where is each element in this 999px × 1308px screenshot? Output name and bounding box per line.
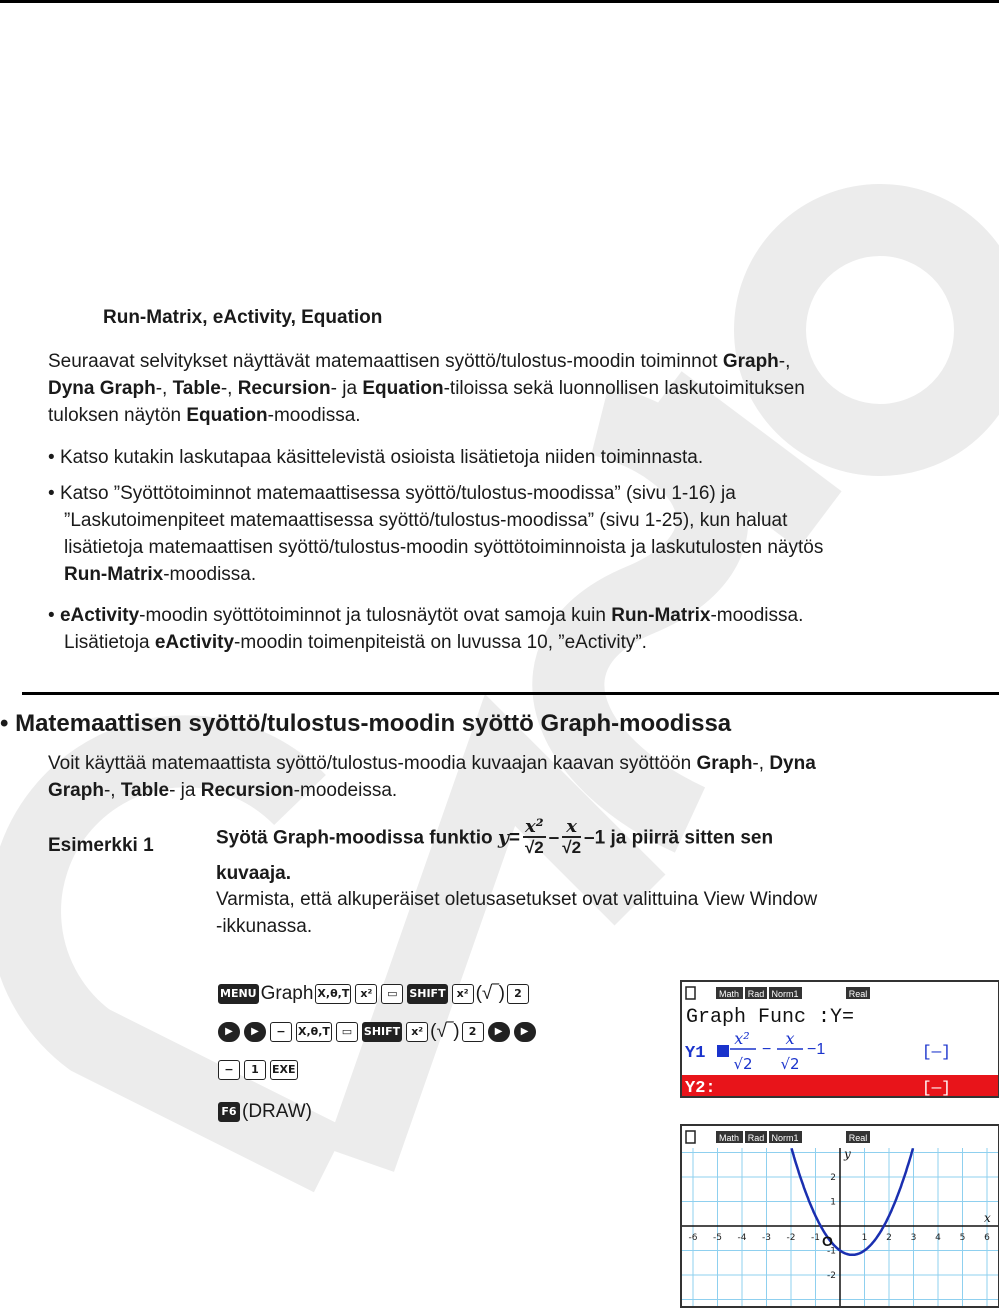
minus-key: − bbox=[270, 1022, 292, 1042]
bullet-3: • eActivity-moodin syöttötoiminnot ja tulosnäytöt ovat samoja kuin Run-Matrix-moodissa. Lisätietoja eActivity-moodin toimenpiteistä on luvussa 10, ”eActivity”. bbox=[48, 605, 804, 653]
f6-key: F6 bbox=[218, 1102, 240, 1122]
modes-heading: Run-Matrix, eActivity, Equation bbox=[103, 307, 383, 328]
x-tick-label: -3 bbox=[762, 1233, 771, 1243]
key-sequence-line-1: MENU Graph X,θ,T x² ▭ SHIFT x² (√‾) 2 bbox=[216, 982, 531, 1006]
example-title-cont: kuvaaja. bbox=[216, 863, 291, 884]
example-note: Varmista, että alkuperäiset oletusasetukset ovat valittuina View Window -ikkunassa. bbox=[216, 889, 818, 937]
right-arrow-key: ▶ bbox=[244, 1022, 266, 1042]
battery-icon bbox=[686, 987, 695, 999]
status-rad: Rad bbox=[747, 1133, 765, 1143]
svg-text:√2: √2 bbox=[733, 1055, 753, 1073]
svg-text:x²: x² bbox=[734, 1029, 750, 1048]
y1-style: [—] bbox=[922, 1043, 951, 1061]
x-squared-key: x² bbox=[406, 1022, 428, 1042]
y-tick-label: -1 bbox=[827, 1246, 836, 1257]
svg-text:−1: −1 bbox=[807, 1041, 826, 1058]
y1-label: Y1 bbox=[685, 1044, 706, 1063]
key-sequence-line-4: F6 (DRAW) bbox=[216, 1100, 312, 1124]
status-norm: Norm1 bbox=[771, 1133, 799, 1143]
x-tick-label: 1 bbox=[861, 1233, 868, 1243]
x-tick-label: 5 bbox=[959, 1233, 966, 1243]
calculator-screen-graph bbox=[680, 1124, 999, 1308]
calculator-screen-function-list bbox=[680, 980, 999, 1098]
svg-text:x: x bbox=[785, 1029, 795, 1048]
y2-label: Y2: bbox=[685, 1079, 716, 1096]
status-real: Real bbox=[848, 989, 868, 999]
section-rule bbox=[22, 692, 999, 695]
status-math: Math bbox=[718, 989, 740, 999]
fraction-key: ▭ bbox=[381, 984, 403, 1004]
key-sequence-line-3 bbox=[216, 1058, 300, 1082]
shift-key: SHIFT bbox=[407, 984, 447, 1004]
x-tick-label: -2 bbox=[786, 1233, 796, 1243]
right-arrow-key: ▶ bbox=[218, 1022, 240, 1042]
one-key: 1 bbox=[244, 1060, 266, 1080]
two-key: 2 bbox=[507, 984, 529, 1004]
bullet-1: • Katso kutakin laskutapaa käsittelevistä osioista lisätietoja niiden toiminnasta. bbox=[48, 447, 704, 468]
xtheta-key: X,θ,T bbox=[315, 984, 351, 1004]
section-title: • Matemaattisen syöttö/tulostus-moodin syöttö Graph-moodissa bbox=[0, 710, 732, 737]
exe-key: EXE bbox=[270, 1060, 298, 1080]
status-real: Real bbox=[848, 1133, 868, 1143]
x-tick-label: 6 bbox=[984, 1233, 990, 1243]
key-sequence-line-2: ▶ ▶ − X,θ,T ▭ SHIFT x² (√‾) 2 ▶ ▶ bbox=[216, 1020, 538, 1044]
shift-key: SHIFT bbox=[362, 1022, 402, 1042]
section-paragraph: Voit käyttää matemaattista syöttö/tulostus-moodia kuvaajan kaavan syöttöön Graph-, Dyna Graph-, Table- ja Recursion-moodeissa. bbox=[48, 753, 816, 801]
x-tick-label: -5 bbox=[713, 1233, 722, 1243]
xtheta-key: X,θ,T bbox=[296, 1022, 332, 1042]
right-arrow-key: ▶ bbox=[514, 1022, 536, 1042]
x-tick-label: -4 bbox=[737, 1233, 747, 1243]
y-tick-label: 1 bbox=[830, 1197, 836, 1208]
fraction-key: ▭ bbox=[336, 1022, 358, 1042]
x-tick-label: 3 bbox=[910, 1233, 917, 1243]
example-title: Syötä Graph-moodissa funktio y= $\frac{\text{x²}}{√2}$ – $\frac{x}{√2}$ –1 ja piirrä sitten sen bbox=[216, 816, 774, 857]
example-label: Esimerkki 1 bbox=[48, 835, 154, 856]
x-tick-label: -1 bbox=[811, 1233, 820, 1243]
x-tick-label: -6 bbox=[688, 1233, 698, 1243]
x-squared-key: x² bbox=[452, 984, 474, 1004]
menu-key: MENU bbox=[218, 984, 259, 1004]
y-tick-label: -2 bbox=[827, 1271, 836, 1281]
screen-title: Graph Func :Y= bbox=[686, 1006, 855, 1029]
svg-text:−: − bbox=[762, 1041, 772, 1058]
y-tick-label: 2 bbox=[830, 1173, 836, 1183]
top-rule bbox=[0, 0, 999, 3]
status-math: Math bbox=[718, 1133, 740, 1143]
x-tick-label: 4 bbox=[935, 1233, 941, 1243]
x-axis-label: x bbox=[984, 1211, 991, 1225]
right-arrow-key: ▶ bbox=[488, 1022, 510, 1042]
y2-style: [—] bbox=[922, 1079, 951, 1096]
status-rad: Rad bbox=[747, 989, 765, 999]
origin-label: O bbox=[822, 1233, 833, 1249]
x-squared-key: x² bbox=[355, 984, 377, 1004]
status-norm: Norm1 bbox=[771, 989, 799, 999]
bullet-2: • Katso ”Syöttötoiminnot matemaattisessa syöttö/tulostus-moodissa” (sivu 1-16) ja ”Laskutoimenpiteet matemaattisessa syöttö/tulostus-moodissa” (sivu 1-25), kun haluat lisätietoja matemaattisen syöttö/tulostus-moodin syöttötoiminnoista ja laskutulosten näytös Run-Matrix-moodissa. bbox=[48, 483, 824, 585]
intro-paragraph: Seuraavat selvitykset näyttävät matemaattisen syöttö/tulostus-moodin toiminnot Graph-, Dyna Graph-, Table-, Recursion- ja Equation-tiloissa sekä luonnollisen laskutoimituksen tuloksen näytön Equation-moodissa. bbox=[48, 351, 805, 426]
svg-text:√2: √2 bbox=[780, 1055, 800, 1073]
x-tick-label: 2 bbox=[886, 1233, 892, 1243]
minus-key: − bbox=[218, 1060, 240, 1080]
y-axis-label: y bbox=[844, 1147, 851, 1161]
two-key: 2 bbox=[462, 1022, 484, 1042]
